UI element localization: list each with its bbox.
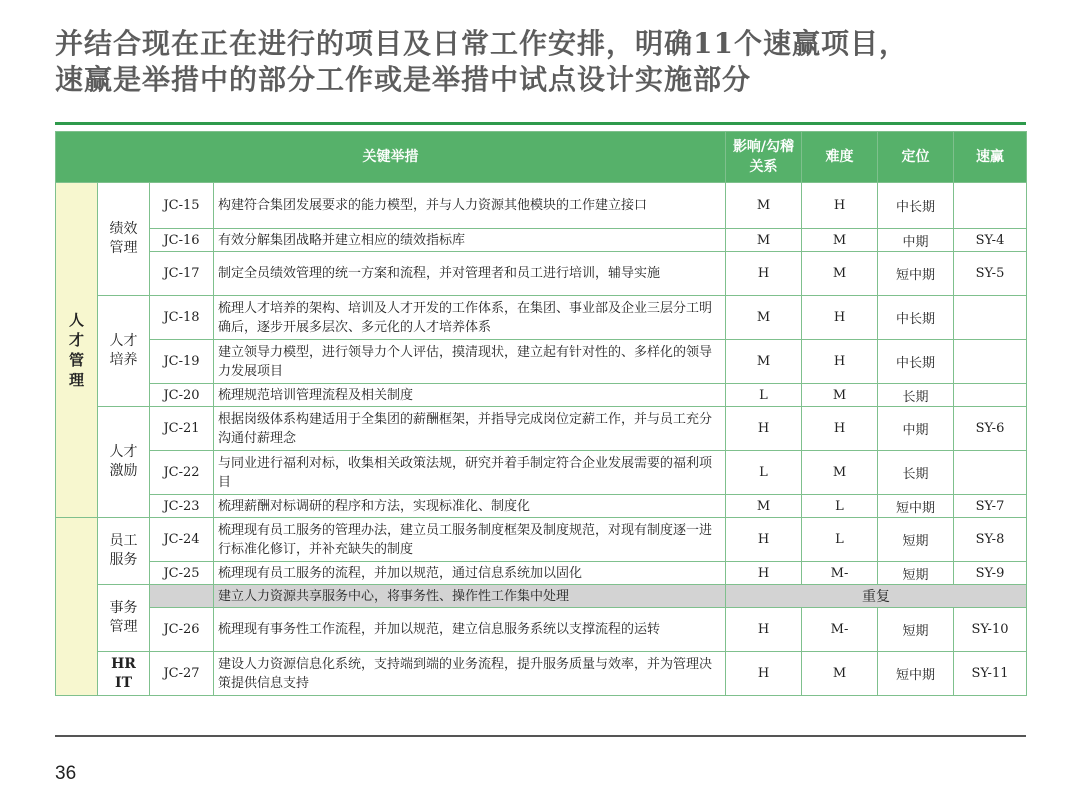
positioning-cell: 短期 (878, 518, 954, 562)
table-row (56, 495, 1027, 518)
table-row (56, 183, 1027, 229)
positioning-cell: 中期 (878, 407, 954, 451)
measure-desc: 有效分解集团战略并建立相应的绩效指标库 (214, 229, 726, 252)
quick-win-cell: SY-6 (954, 407, 1027, 451)
header-difficulty: 难度 (802, 132, 878, 183)
impact-cell: H (726, 562, 802, 585)
subcategory-incentive (98, 407, 150, 518)
measure-id (150, 585, 214, 608)
measure-id: JC-20 (150, 384, 214, 407)
subcategory-label: 员工服务 (109, 533, 138, 568)
impact-cell: L (726, 451, 802, 495)
positioning-cell: 短中期 (878, 252, 954, 296)
positioning-cell: 中长期 (878, 183, 954, 229)
positioning-cell: 中长期 (878, 296, 954, 340)
difficulty-cell: M (802, 652, 878, 696)
measure-desc: 梳理现有员工服务的管理办法，建立员工服务制度框架及制度规范，对现有制度逐一进行标准化修订，并补充缺失的制度 (214, 518, 726, 562)
subcategory-label: 事务管理 (109, 600, 138, 635)
quick-win-cell: SY-11 (954, 652, 1027, 696)
measure-desc: 梳理规范培训管理流程及相关制度 (214, 384, 726, 407)
quick-win-cell (954, 296, 1027, 340)
table-row (56, 252, 1027, 296)
positioning-cell: 短期 (878, 608, 954, 652)
measure-desc: 梳理现有员工服务的流程，并加以规范，通过信息系统加以固化 (214, 562, 726, 585)
table-row (56, 652, 1027, 696)
measure-desc: 制定全员绩效管理的统一方案和流程，并对管理者和员工进行培训，辅导实施 (214, 252, 726, 296)
table-row (56, 608, 1027, 652)
measure-desc: 根据岗级体系构建适用于全集团的薪酬框架，并指导完成岗位定薪工作，并与员工充分沟通付薪理念 (214, 407, 726, 451)
impact-cell: M (726, 340, 802, 384)
table-header-row (56, 132, 1027, 183)
quick-win-cell: SY-10 (954, 608, 1027, 652)
quick-win-cell (954, 451, 1027, 495)
table-row (56, 562, 1027, 585)
impact-cell: H (726, 252, 802, 296)
duplicate-note: 重复 (726, 585, 1027, 608)
difficulty-cell: L (802, 495, 878, 518)
table-row (56, 451, 1027, 495)
measure-id: JC-16 (150, 229, 214, 252)
table-row (56, 518, 1027, 562)
measure-id: JC-27 (150, 652, 214, 696)
difficulty-cell: M- (802, 562, 878, 585)
impact-cell: H (726, 407, 802, 451)
subcategory-affairs (98, 585, 150, 652)
quick-win-cell: SY-8 (954, 518, 1027, 562)
impact-cell: M (726, 229, 802, 252)
quick-win-cell (954, 183, 1027, 229)
measure-id: JC-19 (150, 340, 214, 384)
quick-win-cell: SY-9 (954, 562, 1027, 585)
table-row-duplicate (56, 585, 1027, 608)
title-line-2: 速赢是举措中的部分工作或是举措中试点设计实施部分 (55, 63, 752, 96)
impact-cell: L (726, 384, 802, 407)
subcategory-label: 人才培养 (109, 333, 138, 368)
measure-desc: 梳理薪酬对标调研的程序和方法，实现标准化、制度化 (214, 495, 726, 518)
measure-id: JC-17 (150, 252, 214, 296)
table-row (56, 340, 1027, 384)
subcategory-employee-service (98, 518, 150, 585)
measure-desc: 梳理现有事务性工作流程，并加以规范，建立信息服务系统以支撑流程的运转 (214, 608, 726, 652)
impact-cell: M (726, 183, 802, 229)
table-row (56, 384, 1027, 407)
measure-id: JC-21 (150, 407, 214, 451)
positioning-cell: 短中期 (878, 652, 954, 696)
subcategory-training (98, 296, 150, 407)
measure-id: JC-22 (150, 451, 214, 495)
header-positioning: 定位 (878, 132, 954, 183)
subcategory-performance (98, 183, 150, 296)
key-measures-table (55, 131, 1027, 696)
impact-cell: M (726, 296, 802, 340)
category-talent-mgmt (56, 183, 98, 518)
measure-id: JC-26 (150, 608, 214, 652)
difficulty-cell: L (802, 518, 878, 562)
measure-id: JC-15 (150, 183, 214, 229)
subcategory-label: 绩效管理 (109, 221, 138, 256)
positioning-cell: 长期 (878, 384, 954, 407)
measure-desc: 建立人力资源共享服务中心，将事务性、操作性工作集中处理 (214, 585, 726, 608)
bottom-divider (55, 735, 1026, 737)
quick-win-cell: SY-5 (954, 252, 1027, 296)
measure-desc: 与同业进行福利对标，收集相关政策法规，研究并着手制定符合企业发展需要的福利项目 (214, 451, 726, 495)
subcategory-label: HR IT (111, 655, 136, 691)
measure-id: JC-25 (150, 562, 214, 585)
positioning-cell: 长期 (878, 451, 954, 495)
difficulty-cell: H (802, 407, 878, 451)
measure-id: JC-23 (150, 495, 214, 518)
quick-win-cell: SY-7 (954, 495, 1027, 518)
header-impact: 影响/勾稽关系 (726, 132, 802, 183)
top-divider (55, 122, 1026, 125)
category-service-mgmt (56, 518, 98, 696)
page-number: 36 (55, 763, 77, 784)
impact-cell: H (726, 518, 802, 562)
category-label: 人才管理 (68, 311, 84, 389)
measure-desc: 建设人力资源信息化系统，支持端到端的业务流程，提升服务质量与效率，并为管理决策提供信息支持 (214, 652, 726, 696)
measure-id: JC-24 (150, 518, 214, 562)
difficulty-cell: M (802, 384, 878, 407)
header-measure: 关键举措 (56, 132, 726, 183)
measure-desc: 建立领导力模型，进行领导力个人评估，摸清现状，建立起有针对性的、多样化的领导力发展项目 (214, 340, 726, 384)
positioning-cell: 中长期 (878, 340, 954, 384)
table-row (56, 229, 1027, 252)
difficulty-cell: H (802, 183, 878, 229)
positioning-cell: 短期 (878, 562, 954, 585)
difficulty-cell: H (802, 340, 878, 384)
measure-desc: 构建符合集团发展要求的能力模型，并与人力资源其他模块的工作建立接口 (214, 183, 726, 229)
difficulty-cell: M (802, 229, 878, 252)
table-row (56, 407, 1027, 451)
header-quick-win: 速赢 (954, 132, 1027, 183)
impact-cell: M (726, 495, 802, 518)
quick-win-cell (954, 340, 1027, 384)
impact-cell: H (726, 652, 802, 696)
measure-desc: 梳理人才培养的架构、培训及人才开发的工作体系，在集团、事业部及企业三层分工明确后，逐步开展多层次、多元化的人才培养体系 (214, 296, 726, 340)
positioning-cell: 短中期 (878, 495, 954, 518)
difficulty-cell: M- (802, 608, 878, 652)
difficulty-cell: M (802, 451, 878, 495)
quick-win-cell (954, 384, 1027, 407)
page-title (55, 26, 1045, 98)
subcategory-hr-it (98, 652, 150, 696)
subcategory-label: 人才激励 (109, 444, 138, 479)
impact-cell: H (726, 608, 802, 652)
difficulty-cell: M (802, 252, 878, 296)
quick-win-cell: SY-4 (954, 229, 1027, 252)
difficulty-cell: H (802, 296, 878, 340)
measure-id: JC-18 (150, 296, 214, 340)
title-line-1: 并结合现在正在进行的项目及日常工作安排，明确11个速赢项目， (55, 27, 908, 60)
positioning-cell: 中期 (878, 229, 954, 252)
table-row (56, 296, 1027, 340)
